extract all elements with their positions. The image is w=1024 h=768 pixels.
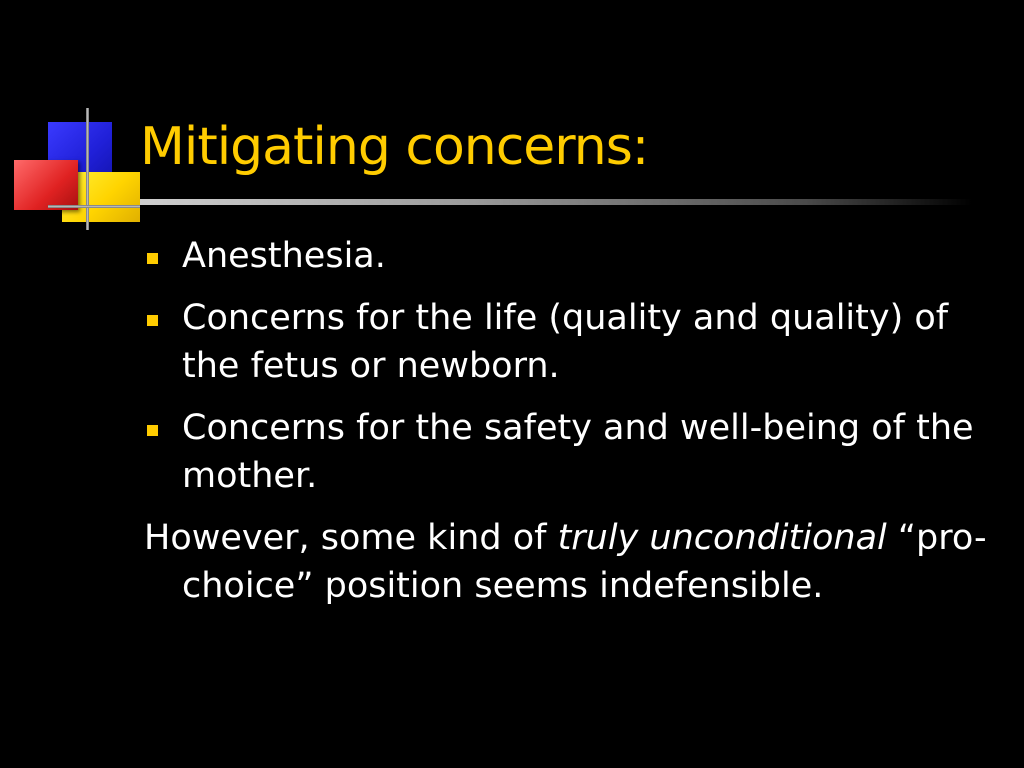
bullet-item — [140, 232, 1010, 280]
red-square-icon — [14, 160, 78, 210]
bullet-list — [140, 232, 1010, 500]
square-bullet-icon — [147, 253, 158, 264]
color-squares-logo-icon — [0, 0, 150, 240]
bullet-text: Concerns for the safety and well-being of the mother. — [182, 408, 974, 496]
closing-paragraph — [144, 514, 1010, 610]
square-bullet-icon — [147, 315, 158, 326]
square-bullet-icon — [147, 425, 158, 436]
bullet-item — [140, 294, 1010, 390]
closing-emphasis: truly unconditional — [557, 518, 887, 558]
slide-title: Mitigating concerns: — [140, 117, 649, 177]
bullet-item — [140, 404, 1010, 500]
closing-suffix: “pro-choice” position seems indefensible. — [182, 518, 987, 606]
bullet-text: Anesthesia. — [182, 236, 386, 276]
closing-prefix: However, some kind of — [144, 518, 558, 558]
logo-vertical-line — [86, 108, 89, 230]
logo-horizontal-line — [48, 205, 140, 208]
title-underline — [140, 199, 972, 205]
bullet-text: Concerns for the life (quality and quality) of the fetus or newborn. — [182, 298, 949, 386]
slide-body — [140, 232, 1010, 610]
